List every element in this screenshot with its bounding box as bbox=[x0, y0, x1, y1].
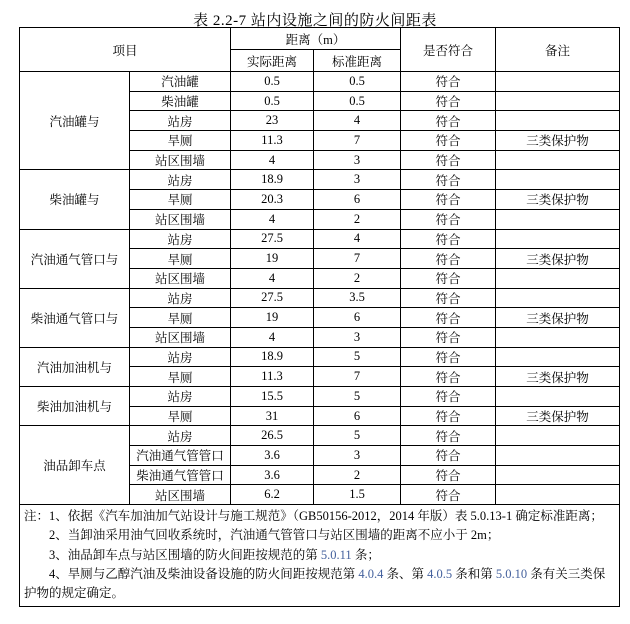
clause-number: 5.0.10 bbox=[495, 566, 528, 581]
item-cell: 旱厕 bbox=[130, 406, 231, 426]
compliance-cell: 符合 bbox=[401, 308, 496, 328]
actual-distance-cell: 6.2 bbox=[231, 485, 314, 505]
standard-distance-cell: 3 bbox=[314, 150, 401, 170]
compliance-cell: 符合 bbox=[401, 426, 496, 446]
standard-distance-cell: 2 bbox=[314, 209, 401, 229]
remark-cell: 三类保护物 bbox=[496, 249, 620, 269]
compliance-cell: 符合 bbox=[401, 249, 496, 269]
standard-distance-cell: 1.5 bbox=[314, 485, 401, 505]
table-title: 表 2.2-7 站内设施之间的防火间距表 bbox=[193, 13, 437, 29]
actual-distance-cell: 20.3 bbox=[231, 190, 314, 210]
compliance-cell: 符合 bbox=[401, 268, 496, 288]
actual-distance-cell: 19 bbox=[231, 249, 314, 269]
compliance-cell: 符合 bbox=[401, 229, 496, 249]
header-compliance: 是否符合 bbox=[401, 28, 496, 72]
compliance-cell: 符合 bbox=[401, 72, 496, 92]
standard-distance-cell: 2 bbox=[314, 268, 401, 288]
remark-cell bbox=[496, 229, 620, 249]
actual-distance-cell: 3.6 bbox=[231, 465, 314, 485]
actual-distance-cell: 4 bbox=[231, 150, 314, 170]
actual-distance-cell: 27.5 bbox=[231, 288, 314, 308]
compliance-cell: 符合 bbox=[401, 327, 496, 347]
compliance-cell: 符合 bbox=[401, 347, 496, 367]
standard-distance-cell: 4 bbox=[314, 229, 401, 249]
item-cell: 汽油通气管管口 bbox=[130, 446, 231, 466]
compliance-cell: 符合 bbox=[401, 406, 496, 426]
table-row bbox=[20, 288, 620, 308]
remark-cell bbox=[496, 387, 620, 407]
header-item: 项目 bbox=[20, 28, 231, 72]
item-cell: 站区围墙 bbox=[130, 268, 231, 288]
actual-distance-cell: 0.5 bbox=[231, 91, 314, 111]
header-standard-distance: 标准距离 bbox=[314, 50, 401, 72]
group-cell: 油品卸车点 bbox=[20, 426, 130, 505]
item-cell: 站区围墙 bbox=[130, 327, 231, 347]
note-text: 3、油品卸车点与站区围墙的防火间距按规范的第 bbox=[49, 547, 321, 562]
actual-distance-cell: 11.3 bbox=[231, 367, 314, 387]
actual-distance-cell: 19 bbox=[231, 308, 314, 328]
remark-cell bbox=[496, 150, 620, 170]
standard-distance-cell: 3 bbox=[314, 446, 401, 466]
item-cell: 旱厕 bbox=[130, 367, 231, 387]
table-body bbox=[20, 72, 620, 505]
item-cell: 柴油通气管管口 bbox=[130, 465, 231, 485]
item-cell: 站房 bbox=[130, 288, 231, 308]
remark-cell bbox=[496, 446, 620, 466]
remark-cell bbox=[496, 209, 620, 229]
standard-distance-cell: 0.5 bbox=[314, 72, 401, 92]
compliance-cell: 符合 bbox=[401, 465, 496, 485]
table-footer bbox=[20, 505, 620, 607]
standard-distance-cell: 3.5 bbox=[314, 288, 401, 308]
header-actual-distance: 实际距离 bbox=[231, 50, 314, 72]
remark-cell bbox=[496, 111, 620, 131]
note-text: 条； bbox=[351, 547, 380, 562]
compliance-cell: 符合 bbox=[401, 190, 496, 210]
table-row bbox=[20, 229, 620, 249]
remark-cell bbox=[496, 72, 620, 92]
compliance-cell: 符合 bbox=[401, 209, 496, 229]
note-text: 2、当卸油采用油气回收系统时，汽油通气管管口与站区围墙的距离不应小于 2m； bbox=[49, 528, 500, 543]
compliance-cell: 符合 bbox=[401, 150, 496, 170]
actual-distance-cell: 15.5 bbox=[231, 387, 314, 407]
header-row-1 bbox=[20, 28, 620, 50]
table-row bbox=[20, 387, 620, 407]
item-cell: 站房 bbox=[130, 111, 231, 131]
group-cell: 汽油加油机与 bbox=[20, 347, 130, 386]
actual-distance-cell: 11.3 bbox=[231, 131, 314, 151]
compliance-cell: 符合 bbox=[401, 288, 496, 308]
header-distance: 距离（m） bbox=[231, 28, 401, 50]
compliance-cell: 符合 bbox=[401, 485, 496, 505]
remark-cell bbox=[496, 485, 620, 505]
clause-number: 4.0.4 bbox=[358, 566, 384, 581]
note-text: 注：1、依据《汽车加油加气站设计与施工规范》（GB50156-2012，2014 年版）表 5.0.13-1 确定标准距离； bbox=[24, 509, 603, 524]
compliance-cell: 符合 bbox=[401, 446, 496, 466]
actual-distance-cell: 4 bbox=[231, 327, 314, 347]
table-row bbox=[20, 72, 620, 92]
standard-distance-cell: 7 bbox=[314, 249, 401, 269]
table-row bbox=[20, 170, 620, 190]
note-text: 条、第 bbox=[383, 566, 428, 581]
item-cell: 旱厕 bbox=[130, 308, 231, 328]
fire-distance-table bbox=[19, 27, 620, 607]
remark-cell bbox=[496, 465, 620, 485]
item-cell: 旱厕 bbox=[130, 249, 231, 269]
notes-row bbox=[20, 505, 620, 607]
note-line bbox=[24, 546, 614, 565]
standard-distance-cell: 3 bbox=[314, 327, 401, 347]
remark-cell: 三类保护物 bbox=[496, 367, 620, 387]
compliance-cell: 符合 bbox=[401, 170, 496, 190]
actual-distance-cell: 26.5 bbox=[231, 426, 314, 446]
remark-cell: 三类保护物 bbox=[496, 190, 620, 210]
standard-distance-cell: 6 bbox=[314, 406, 401, 426]
remark-cell: 三类保护物 bbox=[496, 308, 620, 328]
clause-number: 4.0.5 bbox=[427, 566, 453, 581]
remark-cell bbox=[496, 170, 620, 190]
standard-distance-cell: 0.5 bbox=[314, 91, 401, 111]
standard-distance-cell: 2 bbox=[314, 465, 401, 485]
actual-distance-cell: 18.9 bbox=[231, 170, 314, 190]
compliance-cell: 符合 bbox=[401, 387, 496, 407]
actual-distance-cell: 31 bbox=[231, 406, 314, 426]
actual-distance-cell: 4 bbox=[231, 209, 314, 229]
item-cell: 站区围墙 bbox=[130, 209, 231, 229]
note-line bbox=[24, 507, 614, 526]
standard-distance-cell: 4 bbox=[314, 111, 401, 131]
item-cell: 旱厕 bbox=[130, 131, 231, 151]
compliance-cell: 符合 bbox=[401, 367, 496, 387]
remark-cell bbox=[496, 288, 620, 308]
table-header bbox=[20, 28, 620, 72]
actual-distance-cell: 3.6 bbox=[231, 446, 314, 466]
standard-distance-cell: 6 bbox=[314, 190, 401, 210]
note-text: 条有关三类保护物的规定确定。 bbox=[24, 566, 606, 600]
standard-distance-cell: 7 bbox=[314, 367, 401, 387]
actual-distance-cell: 23 bbox=[231, 111, 314, 131]
group-cell: 汽油通气管口与 bbox=[20, 229, 130, 288]
actual-distance-cell: 0.5 bbox=[231, 72, 314, 92]
group-cell: 汽油罐与 bbox=[20, 72, 130, 170]
remark-cell: 三类保护物 bbox=[496, 406, 620, 426]
compliance-cell: 符合 bbox=[401, 111, 496, 131]
remark-cell bbox=[496, 347, 620, 367]
item-cell: 站区围墙 bbox=[130, 150, 231, 170]
table-row bbox=[20, 426, 620, 446]
standard-distance-cell: 7 bbox=[314, 131, 401, 151]
note-line bbox=[24, 526, 614, 545]
remark-cell bbox=[496, 268, 620, 288]
group-cell: 柴油通气管口与 bbox=[20, 288, 130, 347]
clause-number: 5.0.11 bbox=[320, 547, 352, 562]
actual-distance-cell: 18.9 bbox=[231, 347, 314, 367]
remark-cell bbox=[496, 327, 620, 347]
remark-cell bbox=[496, 426, 620, 446]
standard-distance-cell: 5 bbox=[314, 347, 401, 367]
note-text: 条和第 bbox=[452, 566, 496, 581]
notes-cell bbox=[20, 505, 620, 607]
group-cell: 柴油罐与 bbox=[20, 170, 130, 229]
item-cell: 站房 bbox=[130, 170, 231, 190]
item-cell: 柴油罐 bbox=[130, 91, 231, 111]
standard-distance-cell: 5 bbox=[314, 387, 401, 407]
actual-distance-cell: 27.5 bbox=[231, 229, 314, 249]
note-line bbox=[24, 565, 614, 603]
item-cell: 汽油罐 bbox=[130, 72, 231, 92]
item-cell: 站区围墙 bbox=[130, 485, 231, 505]
group-cell: 柴油加油机与 bbox=[20, 387, 130, 426]
item-cell: 旱厕 bbox=[130, 190, 231, 210]
actual-distance-cell: 4 bbox=[231, 268, 314, 288]
standard-distance-cell: 5 bbox=[314, 426, 401, 446]
item-cell: 站房 bbox=[130, 387, 231, 407]
note-text: 4、旱厕与乙醇汽油及柴油设备设施的防火间距按规范第 bbox=[49, 566, 359, 581]
item-cell: 站房 bbox=[130, 347, 231, 367]
header-remark: 备注 bbox=[496, 28, 620, 72]
compliance-cell: 符合 bbox=[401, 91, 496, 111]
standard-distance-cell: 3 bbox=[314, 170, 401, 190]
item-cell: 站房 bbox=[130, 426, 231, 446]
compliance-cell: 符合 bbox=[401, 131, 496, 151]
table-row bbox=[20, 347, 620, 367]
remark-cell bbox=[496, 91, 620, 111]
item-cell: 站房 bbox=[130, 229, 231, 249]
standard-distance-cell: 6 bbox=[314, 308, 401, 328]
remark-cell: 三类保护物 bbox=[496, 131, 620, 151]
